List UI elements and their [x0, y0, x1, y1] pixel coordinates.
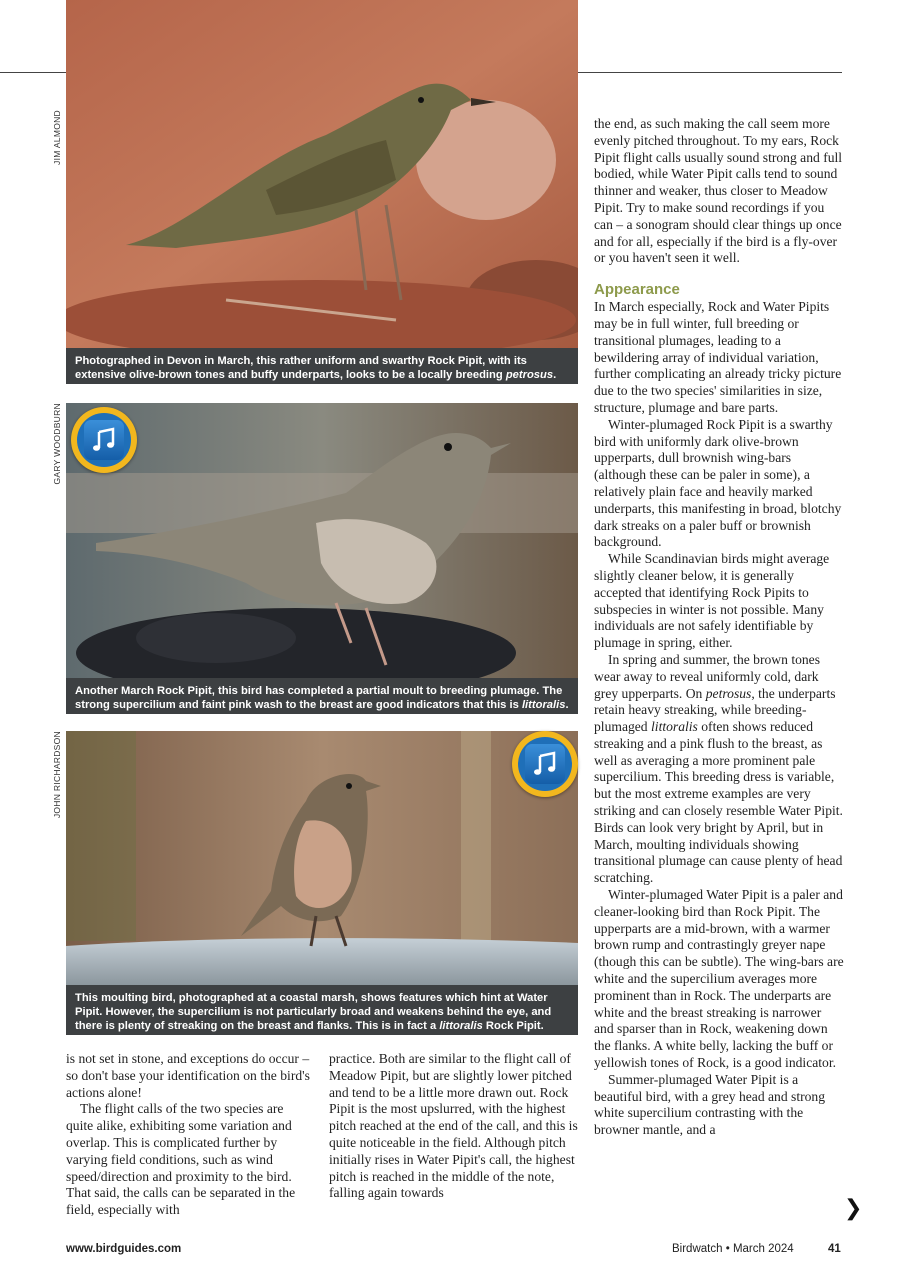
music-note-icon	[532, 751, 558, 777]
photo-caption: Photographed in Devon in March, this rather uniform and swarthy Rock Pipit, with its extensive olive-brown tones and buffy underparts, looks to be a locally breeding petrosus.	[66, 348, 578, 384]
photo-credit: GARY WOODBURN	[52, 403, 62, 485]
paragraph: In spring and summer, the brown tones wear away to reveal uniformly cold, dark grey upperparts. On petrosus, the underparts retain heavy streaking, while breeding-plumaged littoralis often shows reduced streaking and a pink flush to the breast, as well as averaging a more prominent pale supercilium. This breeding dress is variable, but the most extreme examples are very striking and can closely resemble Water Pipit. Birds can look very bright by April, but in March, moulting individuals showing transitional plumage can cause plenty of head scratching.	[594, 651, 843, 886]
footer-url[interactable]: www.birdguides.com	[66, 1243, 182, 1255]
photo-rock-pipit-littoralis	[66, 403, 578, 678]
photo-caption: Another March Rock Pipit, this bird has completed a partial moult to breeding plumage. The strong supercilium and faint pink wash to the breast are good indicators that this is littoralis.	[66, 678, 578, 714]
page-number: 41	[828, 1243, 841, 1255]
bird-photo-2	[66, 403, 578, 678]
paragraph: is not set in stone, and exceptions do occur – so don't base your identification on the bird's actions alone!	[66, 1051, 310, 1100]
paragraph: Summer-plumaged Water Pipit is a beautiful bird, with a grey head and strong white supercilium contrasting with the browner mantle, and a	[594, 1071, 826, 1138]
section-heading: Appearance	[594, 281, 680, 299]
paragraph: The flight calls of the two species are quite alike, exhibiting some variation and overlap. This is complicated further by varying field conditions, such as wind speed/direction and proximity to the bird. That said, the calls can be separated in the field, especially with	[66, 1101, 296, 1218]
top-rule-left	[0, 72, 66, 73]
footer-issue: Birdwatch • March 2024	[672, 1243, 794, 1255]
paragraph: In March especially, Rock and Water Pipits may be in full winter, full breeding or transitional plumages, leading to a bewildering array of individual variation, further complicating an already tricky picture due to the two species' similarities in size, structure, plumage and bare parts.	[594, 299, 842, 415]
text-column-2	[329, 1051, 578, 1202]
photo-rock-pipit-devon	[66, 0, 578, 348]
audio-play-button[interactable]	[512, 731, 578, 797]
paragraph: practice. Both are similar to the flight call of Meadow Pipit, but are slightly lower pitched and tend to be a little more drawn out. Rock Pipit is the most upslurred, with the highest pitch reached at the end of the call, and this is quite noticeable in the field. Although pitch initially rises in Water Pipit's call, the highest pitch is reached in the middle of the note, falling again towards	[329, 1051, 578, 1201]
text-column-3	[594, 116, 844, 1139]
bird-photo-3	[66, 731, 578, 985]
chevron-right-icon: ❯	[844, 1196, 863, 1221]
text-column-1	[66, 1051, 312, 1219]
audio-play-button[interactable]	[71, 407, 137, 473]
photo-credit: JOHN RICHARDSON	[52, 731, 62, 819]
paragraph: Winter-plumaged Rock Pipit is a swarthy bird with uniformly dark olive-brown upperparts, dull brownish wing-bars (although these can be paler in some), a relatively plain face and heavily marked underparts, this manifesting in broad, blotchy dark streaks on a paler buff or brownish background.	[594, 416, 842, 550]
bird-photo-1	[66, 0, 578, 348]
photo-caption: This moulting bird, photographed at a coastal marsh, shows features which hint at Water Pipit. However, the supercilium is not particularly broad and weakens behind the eye, and there is plenty of streaking on the breast and flanks. This is in fact a littoralis Rock Pipit.	[66, 985, 578, 1035]
top-rule-right	[578, 72, 842, 73]
paragraph: While Scandinavian birds might average slightly cleaner below, it is generally accepted that identifying Rock Pipits to subspecies in winter is not possible. Many individuals are not safely identifiable by plumage in spring, either.	[594, 551, 830, 651]
photo-moulting-rock-pipit	[66, 731, 578, 985]
paragraph: Winter-plumaged Water Pipit is a paler and cleaner-looking bird than Rock Pipit. The upperparts are a mid-brown, with a warmer brown rump and contrastingly greyer nape (though this can be subtle). The wing-bars are white and the supercilium averages more prominent than in Rock. The underparts are white and the breast streaking is narrower and sparser than in Rock, weakening down the flanks. A white belly, lacking the buff or yellowish tones of Rock, is a good indicator.	[594, 887, 844, 1071]
photo-credit: JIM ALMOND	[52, 110, 62, 165]
music-note-icon	[91, 427, 117, 453]
paragraph: the end, as such making the call seem more evenly pitched throughout. To my ears, Rock Pipit flight calls usually sound strong and full bodied, while Water Pipit calls tend to sound thinner and weaker, thus closer to Meadow Pipit. Try to make sound recordings if you can – a sonogram should clear things up once and for all, especially if the bird is a fly-over or you haven't seen it well.	[594, 116, 843, 266]
